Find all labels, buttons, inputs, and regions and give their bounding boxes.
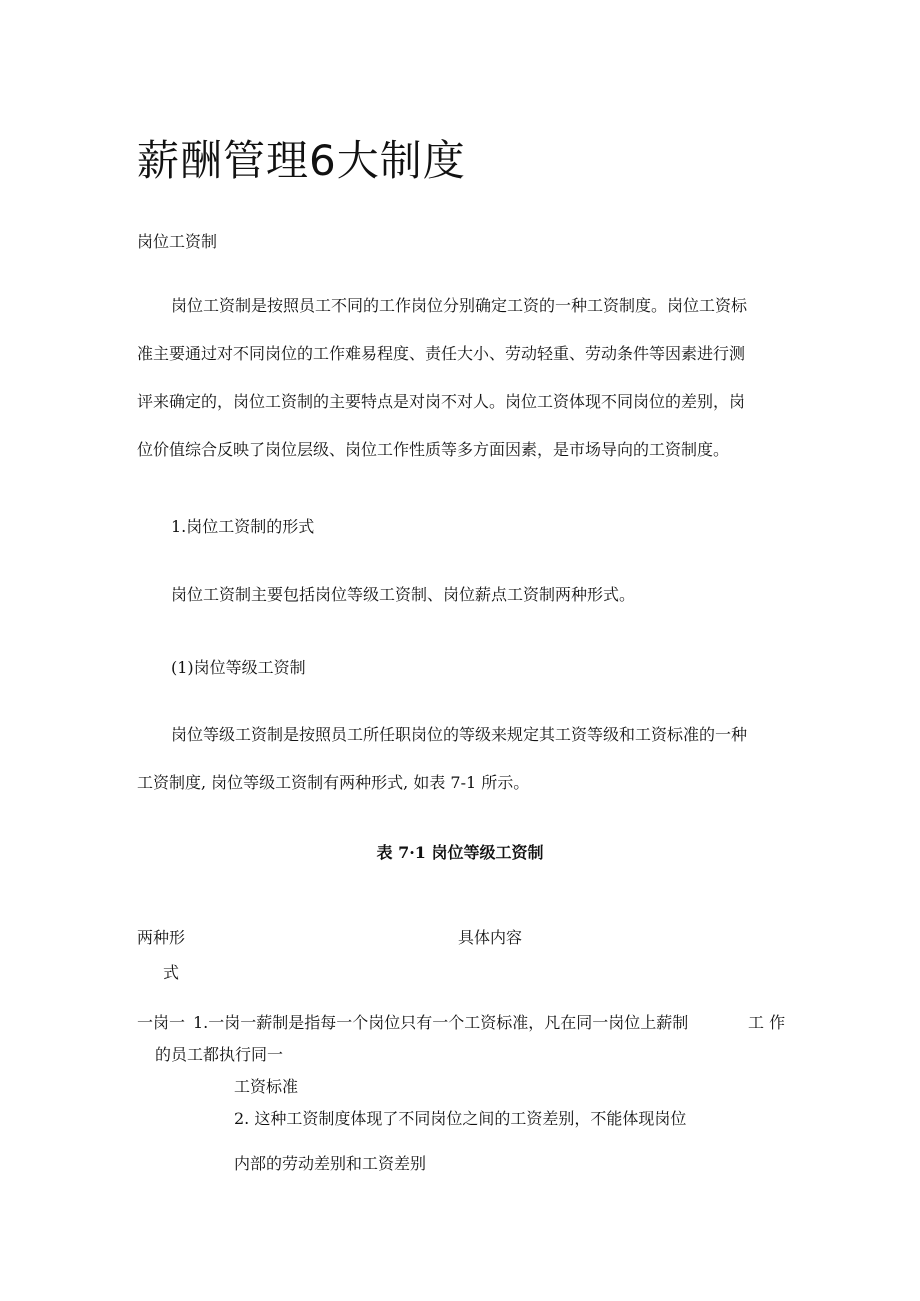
page-title: 薪酬管理6大制度 <box>137 136 466 185</box>
table-row-line: 的员工都执行同一 <box>155 1045 284 1064</box>
table-row-line: 内部的劳动差别和工资差别 <box>234 1154 427 1173</box>
forms-paragraph: 岗位工资制主要包括岗位等级工资制、岗位薪点工资制两种形式。 <box>171 585 636 604</box>
table-header-forms-cont: 式 <box>163 963 180 982</box>
intro-line: 岗位工资制是按照员工不同的工作岗位分别确定工资的一种工资制度。岗位工资标 <box>171 296 748 315</box>
section-heading: 岗位工资制 <box>137 232 218 251</box>
table-header-forms: 两种形 <box>137 928 186 947</box>
grade-line: 岗位等级工资制是按照员工所任职岗位的等级来规定其工资等级和工资标准的一种 <box>171 725 748 744</box>
intro-line: 评来确定的，岗位工资制的主要特点是对岗不对人。岗位工资体现不同岗位的差别，岗 <box>137 392 746 411</box>
grade-paragraph <box>137 711 787 807</box>
table-row-line: 工资标准 <box>234 1077 299 1096</box>
intro-line: 准主要通过对不同岗位的工作难易程度、责任大小、劳动轻重、劳动条件等因素进行测 <box>137 344 746 363</box>
table-row-line: 1.一岗一薪制是指每一个岗位只有一个工资标准，凡在同一岗位上薪制 <box>193 1013 689 1032</box>
subheading-forms: 1.岗位工资制的形式 <box>171 517 315 536</box>
table-caption: 表 7·1 岗位等级工资制 <box>376 843 544 862</box>
table-row-label: 一岗一 <box>137 1013 186 1032</box>
intro-paragraph <box>137 282 787 474</box>
subheading-grade: (1)岗位等级工资制 <box>171 658 306 677</box>
grade-line: 工资制度, 岗位等级工资制有两种形式, 如表 7-1 所示。 <box>137 773 530 792</box>
table-row-line: 2. 这种工资制度体现了不同岗位之间的工资差别，不能体现岗位 <box>234 1109 687 1128</box>
intro-line: 位价值综合反映了岗位层级、岗位工作性质等多方面因素，是市场导向的工资制度。 <box>137 440 730 459</box>
table-header-content: 具体内容 <box>458 928 523 947</box>
table-row-right-label: 工 作 <box>748 1013 786 1032</box>
